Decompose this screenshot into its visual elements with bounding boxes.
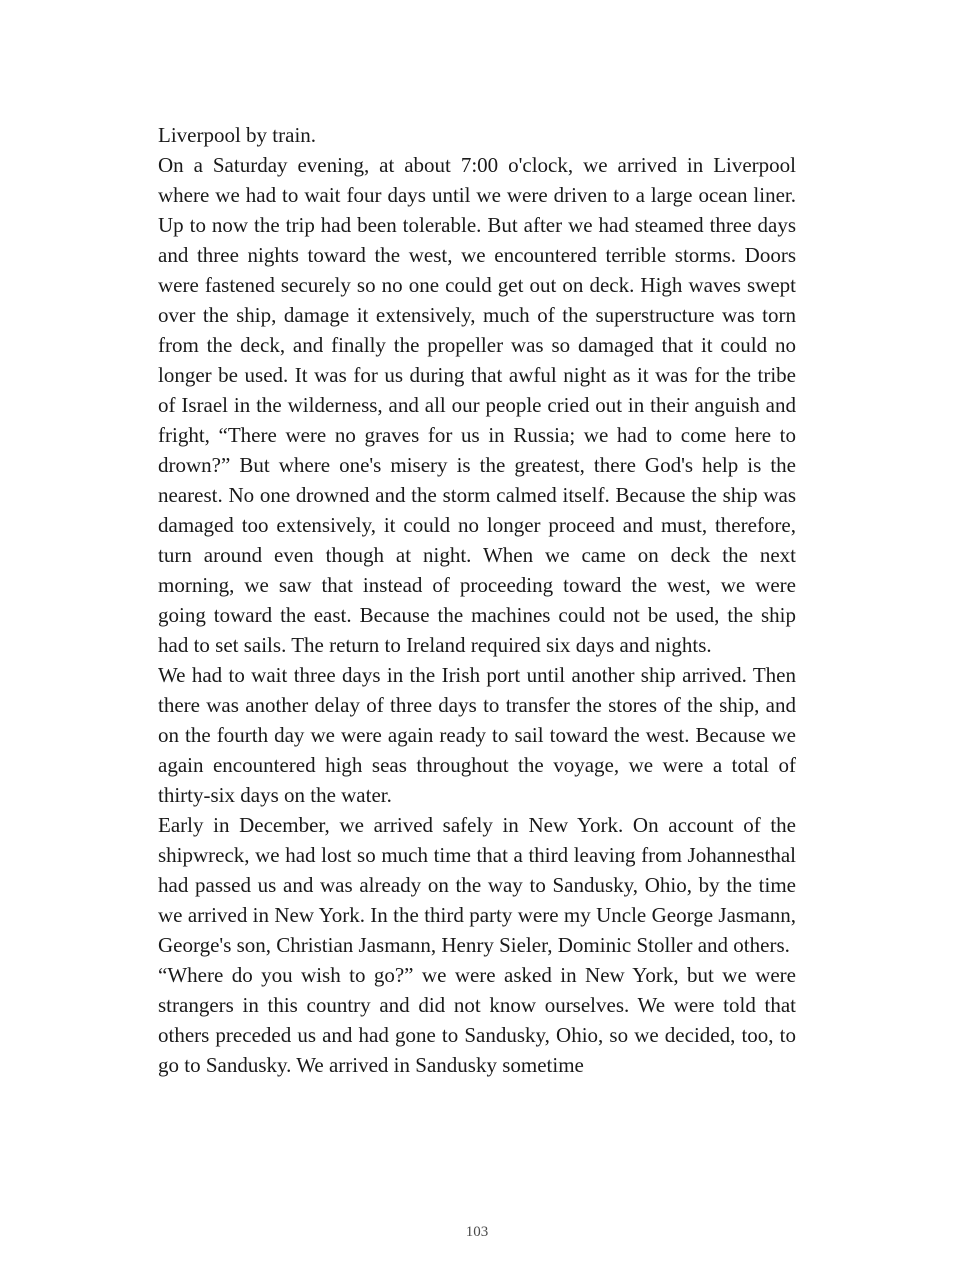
paragraph-arrival-new-york: Early in December, we arrived safely in New York. On account of the shipwreck, we had lost so much time that a third leaving from Johannesthal had passed us and was already on the way to Sandusky, Ohio, by the time we arrived in New York. In the third party were my Uncle George Jasmann, George's son, Christian Jasmann, Henry Sieler, Dominic Stoller and others. — [158, 813, 796, 957]
page-number: 103 — [465, 1224, 489, 1240]
paragraph-irish-port: We had to wait three days in the Irish port until another ship arrived. Then there was another delay of three days to transfer the stores of the ship, and on the fourth day we were again ready to sail toward the west. Because we again encountered high seas throughout the voyage, we were a total of thirty-six days on the water. — [158, 663, 796, 807]
paragraph-where-to-go: “Where do you wish to go?” we were asked in New York, but we were strangers in this country and did not know ourselves. We were told that others preceded us and had gone to Sandusky, Ohio, so we decided, too, to go to Sandusky. We arrived in Sandusky sometime — [158, 963, 796, 1077]
body-text — [158, 120, 796, 1080]
paragraph-liverpool-by-train: Liverpool by train. — [158, 123, 317, 147]
paragraph-ocean-voyage-storm: On a Saturday evening, at about 7:00 o'clock, we arrived in Liverpool where we had to wait four days until we were driven to a large ocean liner. Up to now the trip had been tolerable. But after we had steamed three days and three nights toward the west, we encountered terrible storms. Doors were fastened securely so no one could get out on deck. High waves swept over the ship, damage it extensively, much of the superstructure was torn from the deck, and finally the propeller was so damaged that it could no longer be used. It was for us during that awful night as it was for the tribe of Israel in the wilderness, and all our people cried out in their anguish and fright, “There were no graves for us in Russia; we had to come here to drown?” But where one's misery is the greatest, there God's help is the nearest. No one drowned and the storm calmed itself. Because the ship was damaged too extensively, it could no longer proceed and must, therefore, turn around even though at night. When we came on deck the next morning, we saw that instead of proceeding toward the west, we were going toward the east. Because the machines could not be used, the ship had to set sails. The return to Ireland required six days and nights. — [158, 153, 796, 657]
